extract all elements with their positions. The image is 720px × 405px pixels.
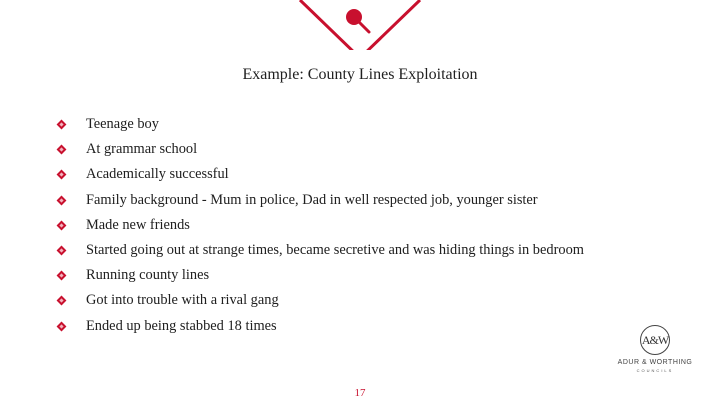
- diamond-bullet-icon: [57, 271, 67, 281]
- magnifier-handle: [360, 23, 369, 32]
- diamond-bullet-icon: [57, 220, 67, 230]
- diamond-bullet-icon: [57, 170, 67, 180]
- top-magnifier-graphic: [290, 0, 430, 50]
- slide-title: Example: County Lines Exploitation: [242, 66, 478, 83]
- diamond-bullet-icon: [57, 245, 67, 255]
- bullet-item: [56, 213, 584, 238]
- bullet-item: [56, 238, 584, 263]
- logo-monogram: A&W: [640, 325, 670, 355]
- bullet-item: [56, 263, 584, 288]
- bullet-text: Made new friends: [86, 216, 190, 233]
- bullet-text: At grammar school: [86, 141, 198, 158]
- bullet-text: Running county lines: [86, 267, 210, 284]
- bullet-item: [56, 112, 584, 137]
- logo-subtitle: COUNCILS: [636, 368, 674, 373]
- diamond-bullet-icon: [57, 296, 67, 306]
- diamond-bullet-icon: [57, 321, 67, 331]
- council-logo: [612, 325, 698, 377]
- diamond-bullet-icon: [57, 195, 67, 205]
- bullet-text: Teenage boy: [86, 116, 159, 132]
- logo-name: ADUR & WORTHING: [617, 359, 693, 366]
- bullet-text: Ended up being stabbed 18 times: [86, 317, 277, 334]
- bullet-item: [56, 162, 584, 187]
- bullet-text: Academically successful: [86, 166, 229, 183]
- diamond-bullet-icon: [57, 145, 67, 155]
- page-number: 17: [354, 387, 366, 399]
- bullet-item: [56, 188, 584, 213]
- bullet-item: [56, 314, 584, 339]
- bullet-item: [56, 137, 584, 162]
- bullet-text: Family background - Mum in police, Dad in well respected job, younger sister: [86, 191, 538, 208]
- bullet-list: [56, 112, 584, 339]
- diamond-bullet-icon: [57, 120, 67, 130]
- bullet-text: Started going out at strange times, became secretive and was hiding things in bedroom: [86, 241, 584, 258]
- bullet-text: Got into trouble with a rival gang: [86, 292, 279, 309]
- bullet-item: [56, 288, 584, 313]
